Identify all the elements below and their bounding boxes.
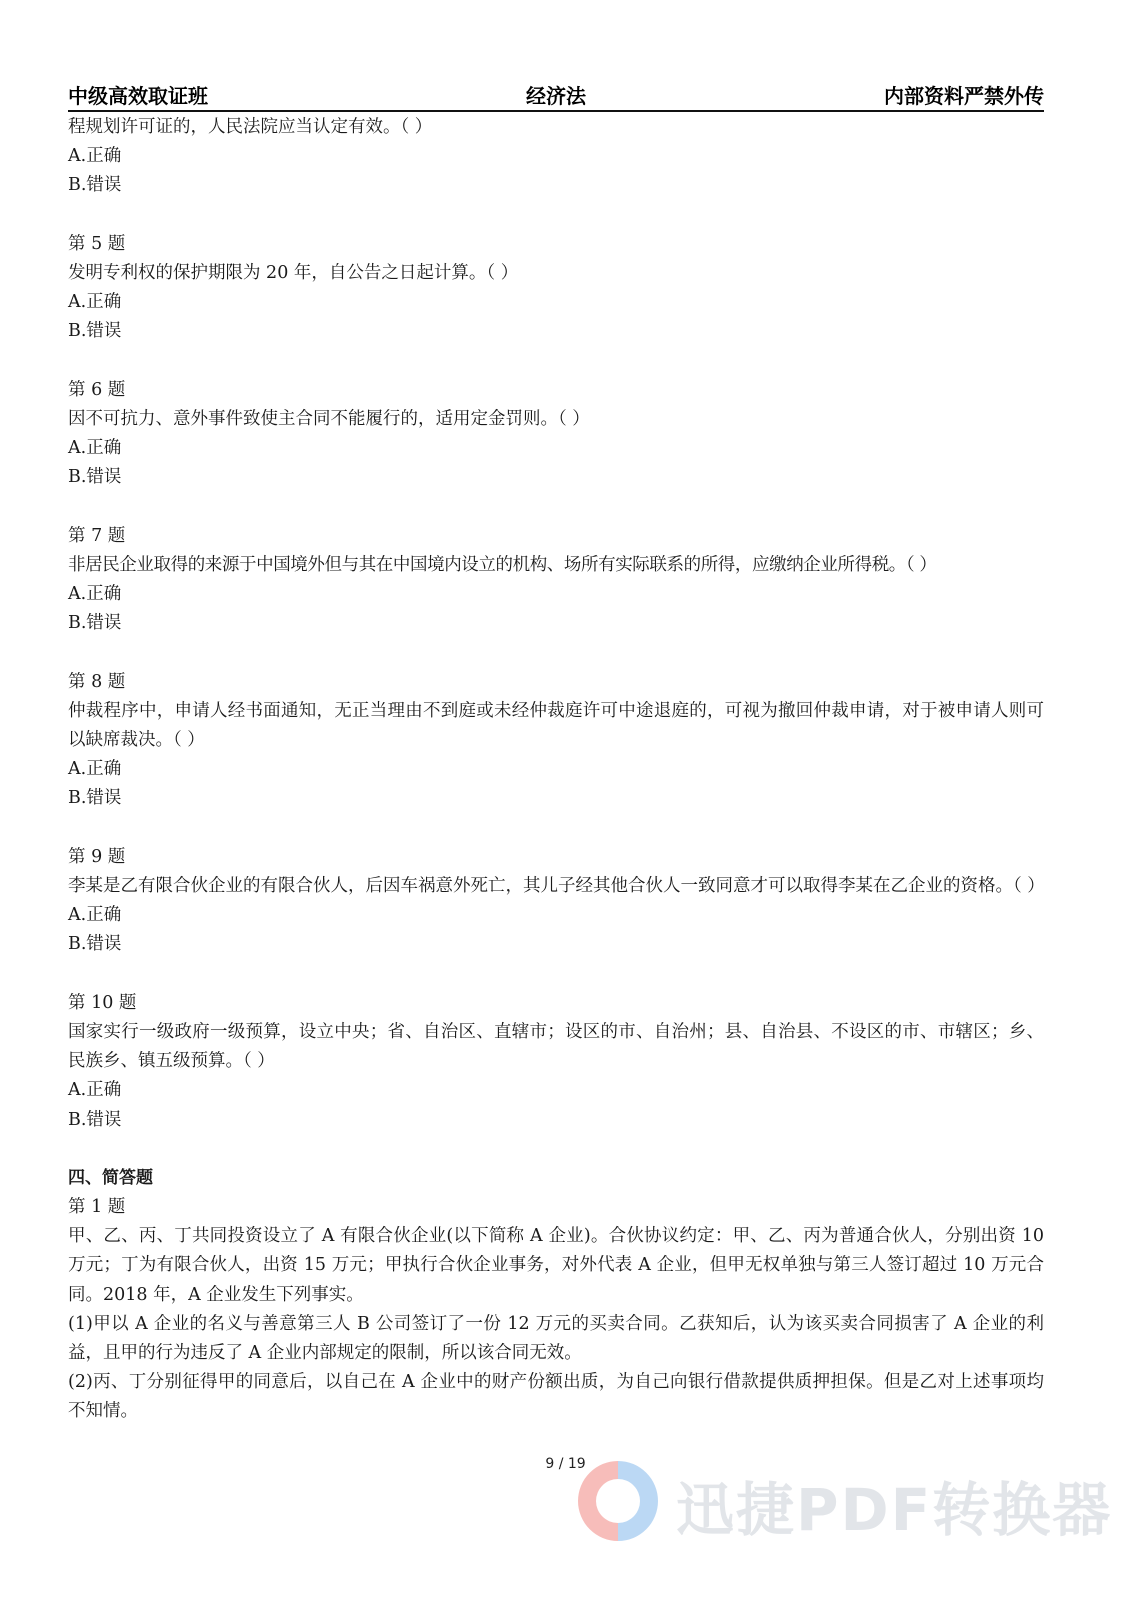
question-title: 第 9 题: [68, 846, 126, 867]
option-a: A.正确: [68, 905, 122, 926]
page-content: [68, 113, 1044, 1427]
case-paragraph: 甲、乙、丙、丁共同投资设立了 A 有限合伙企业(以下简称 A 企业)。合伙协议约定：甲、乙、丙为普通合伙人，分别出资 10 万元；丁为有限合伙人，出资 15 万元；甲执行合伙企业事务，对外代表 A 企业，但甲无权单独与第三人签订超过 10 万元合同。2018 年，A 企业发生下列事实。: [68, 1226, 1044, 1305]
header-course-title: 中级高效取证班: [68, 84, 208, 108]
section-heading: 四、简答题: [68, 1167, 153, 1188]
option-a: A.正确: [68, 292, 122, 313]
question-text: 国家实行一级政府一级预算，设立中央；省、自治区、直辖市；设区的市、自治州；县、自治县、不设区的市、市辖区；乡、民族乡、镇五级预算。（ ）: [68, 1021, 1044, 1072]
question-title: 第 6 题: [68, 379, 126, 400]
option-a: A.正确: [68, 438, 122, 459]
question-title: 第 10 题: [68, 992, 137, 1013]
question-text: 非居民企业取得的来源于中国境外但与其在中国境内设立的机构、场所有实际联系的所得，应缴纳企业所得税。（ ）: [68, 554, 937, 575]
question-text: 因不可抗力、意外事件致使主合同不能履行的，适用定金罚则。（ ）: [68, 408, 590, 429]
header-confidential-note: 内部资料严禁外传: [884, 84, 1044, 108]
case-paragraph: (2)丙、丁分别征得甲的同意后，以自己在 A 企业中的财产份额出质，为自己向银行借款提供质押担保。但是乙对上述事项均不知情。: [68, 1372, 1044, 1422]
option-b: B.错误: [68, 175, 122, 196]
page-total: 19: [567, 1456, 586, 1472]
question-title: 第 8 题: [68, 671, 126, 692]
question-title: 第 7 题: [68, 525, 126, 546]
option-a: A.正确: [68, 146, 122, 167]
question-4-tail: 程规划许可证的，人民法院应当认定有效。（ ）: [68, 117, 433, 137]
header-subject: 经济法: [526, 84, 586, 108]
option-b: B.错误: [68, 1109, 122, 1130]
option-b: B.错误: [68, 788, 122, 809]
option-a: A.正确: [68, 759, 122, 780]
pdf-converter-logo-icon: [572, 1455, 664, 1547]
question-title: 第 1 题: [68, 1197, 126, 1218]
question-text: 仲裁程序中，申请人经书面通知，无正当理由不到庭或未经仲裁庭许可中途退庭的，可视为撤回仲裁申请，对于被申请人则可以缺席裁决。（ ）: [68, 700, 1044, 750]
question-text: 发明专利权的保护期限为 20 年，自公告之日起计算。（ ）: [68, 262, 519, 283]
question-text: 李某是乙有限合伙企业的有限合伙人，后因车祸意外死亡，其儿子经其他合伙人一致同意才可以取得李某在乙企业的资格。（ ）: [68, 875, 1045, 896]
option-b: B.错误: [68, 467, 122, 488]
option-a: A.正确: [68, 1080, 122, 1101]
page-current: 9: [545, 1456, 555, 1472]
option-b: B.错误: [68, 934, 122, 955]
option-b: B.错误: [68, 613, 122, 634]
case-paragraph: (1)甲以 A 企业的名义与善意第三人 B 公司签订了一份 12 万元的买卖合同。乙获知后，认为该买卖合同损害了 A 企业的利益，且甲的行为违反了 A 企业内部规定的限制，所以该合同无效。: [68, 1313, 1044, 1364]
watermark: [572, 1455, 1113, 1555]
watermark-text: 迅捷PDF转换器: [676, 1476, 1113, 1544]
page-header: [68, 80, 1044, 112]
option-a: A.正确: [68, 584, 122, 605]
option-b: B.错误: [68, 321, 122, 342]
page-separator: /: [558, 1456, 564, 1472]
question-title: 第 5 题: [68, 233, 126, 254]
